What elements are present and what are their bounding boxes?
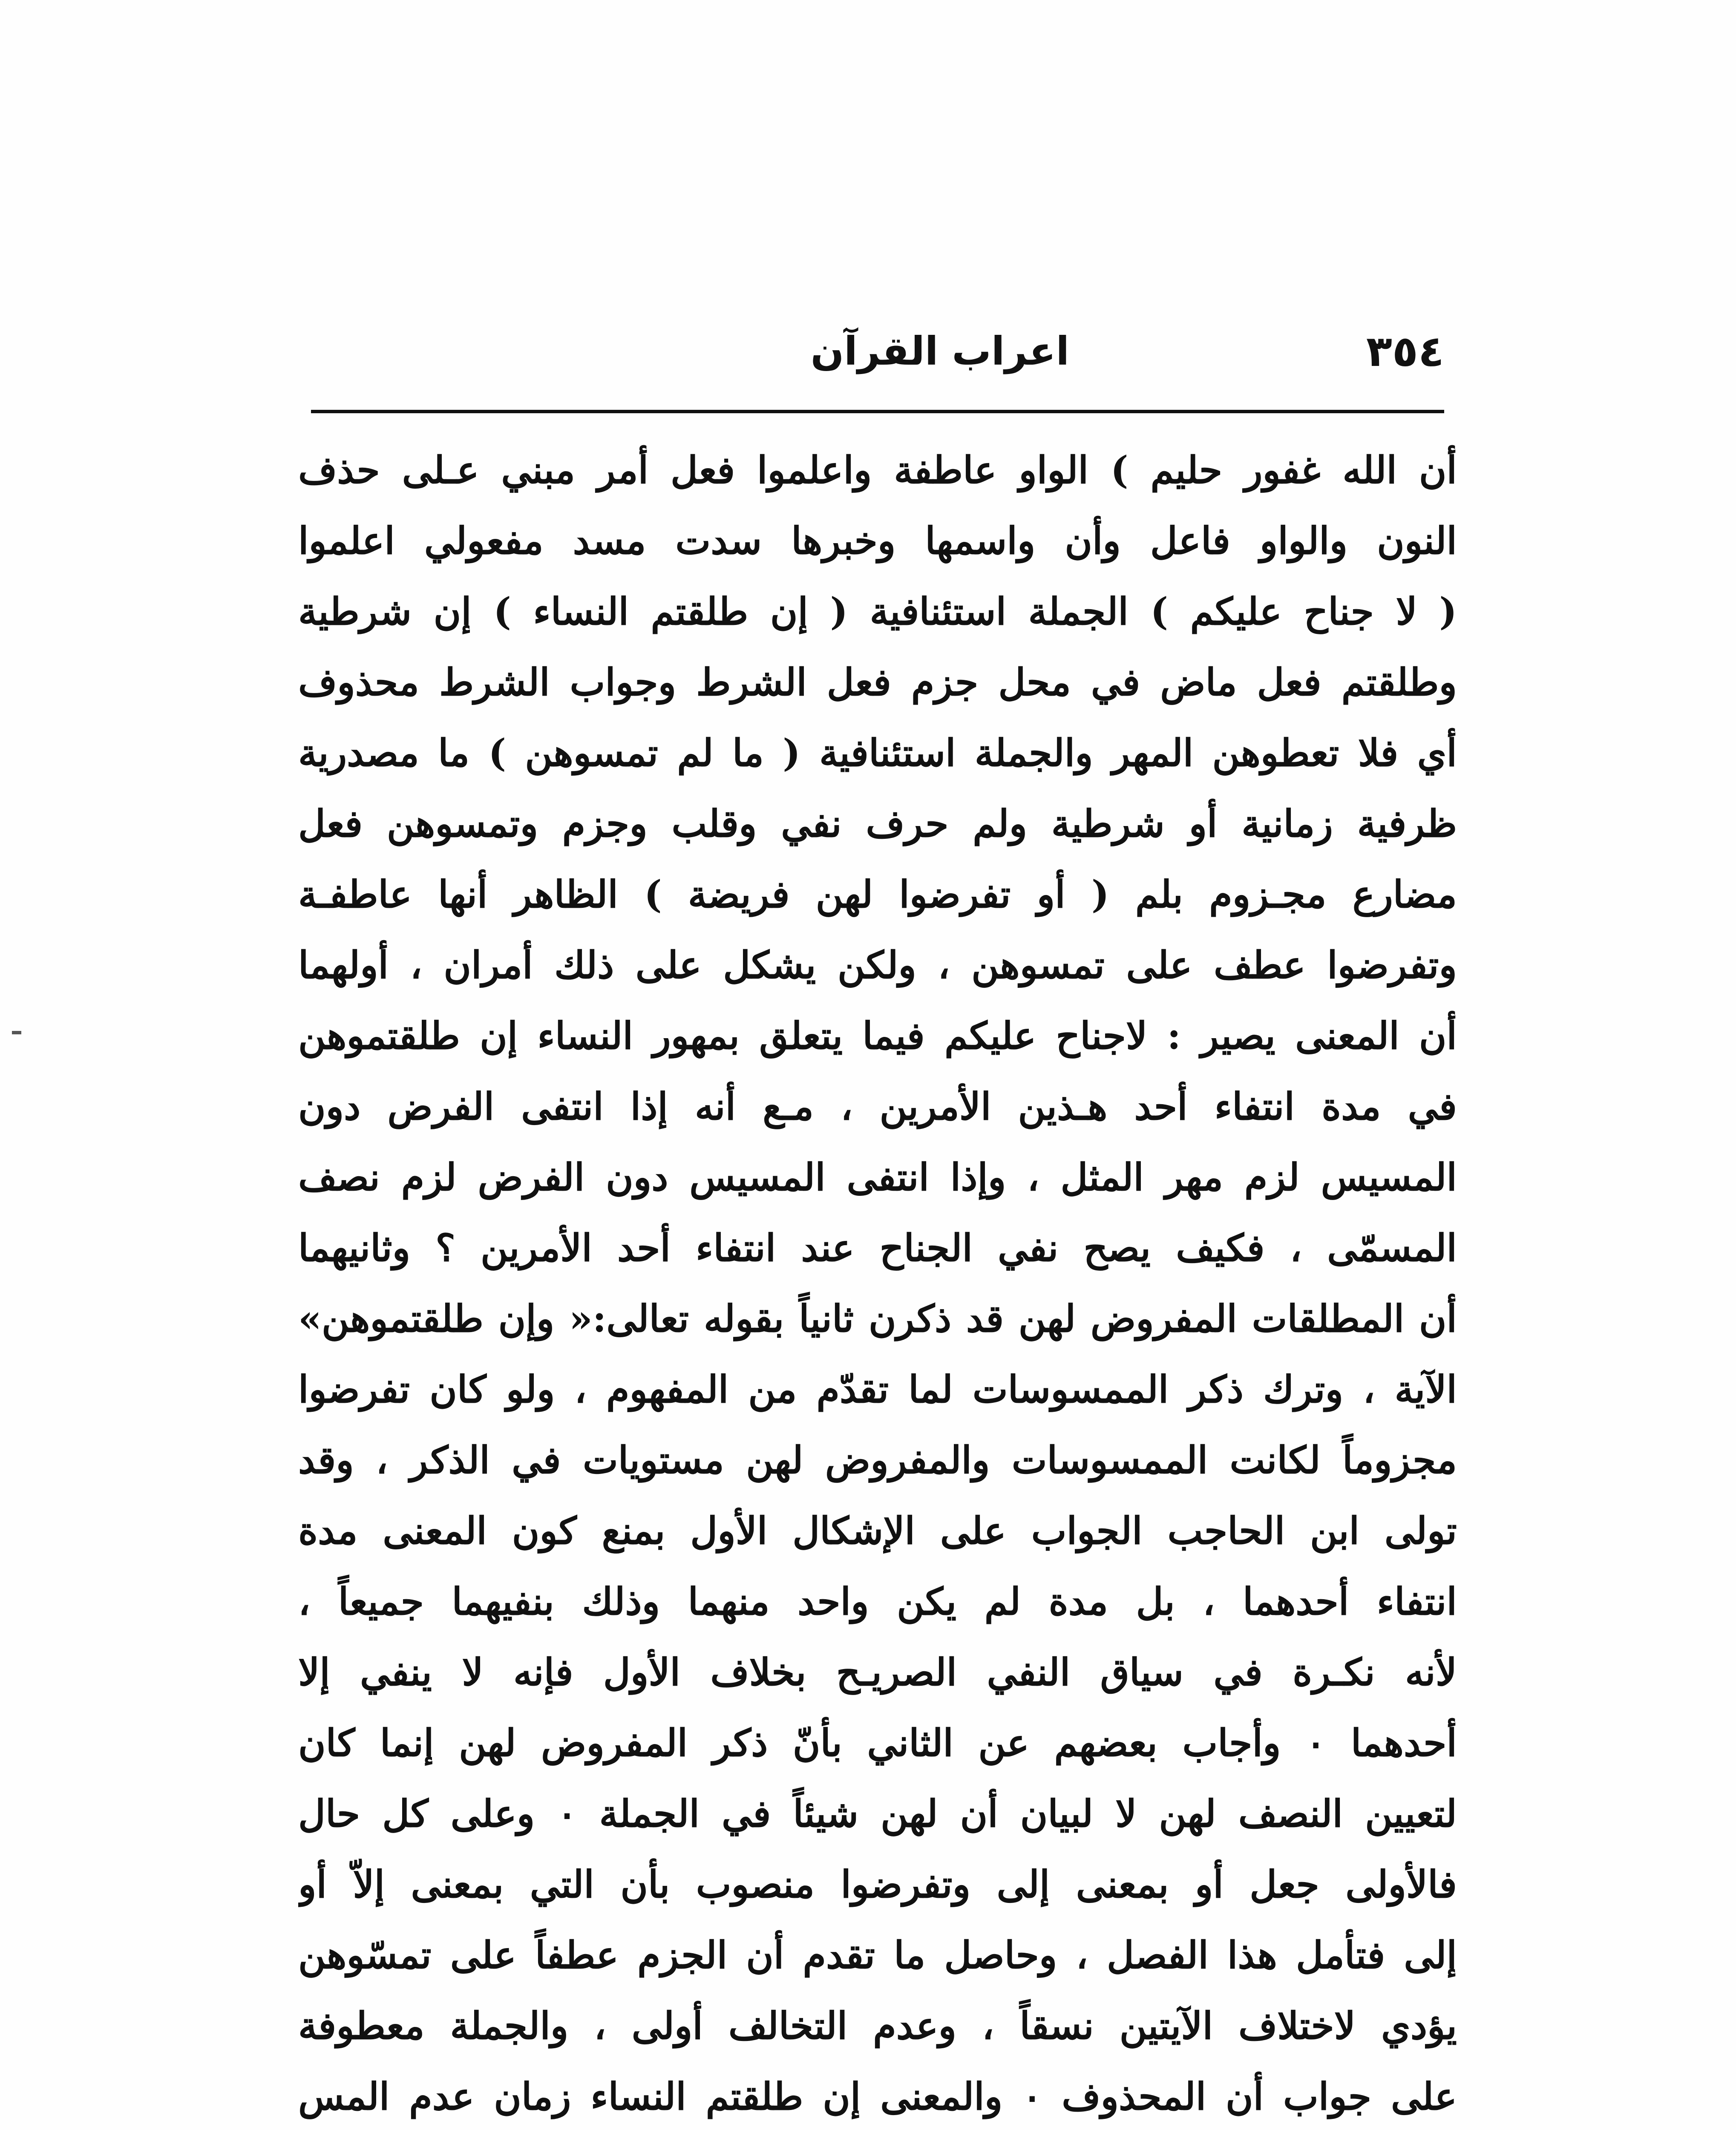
text-line: يؤدي لاختلاف الآيتين نسقاً ، وعدم التخالف أولى ، والجملة معطوفة bbox=[298, 2003, 1457, 2048]
text-line: المسيس لزم مهر المثل ، وإذا انتفى المسيس دون الفرض لزم نصف bbox=[298, 1155, 1457, 1199]
text-line: في مدة انتفاء أحد هـذين الأمرين ، مـع أنه إذا انتفى الفرض دون bbox=[298, 1084, 1457, 1128]
text-line: مضارع مجـزوم بلم ( أو تفرضوا لهن فريضة ) الظاهر أنها عاطفـة bbox=[298, 872, 1457, 916]
text-line: أن المطلقات المفروض لهن قد ذكرن ثانياً بقوله تعالى:« وإن طلقتموهن» bbox=[298, 1296, 1457, 1341]
text-line: لتعيين النصف لهن لا لبيان أن لهن شيئاً في الجملة ٠ وعلى كل حال bbox=[298, 1791, 1457, 1836]
text-line: الآية ، وترك ذكر الممسوسات لما تقدّم من المفهوم ، ولو كان تفرضوا bbox=[298, 1367, 1457, 1411]
text-line: إلى فتأمل هذا الفصل ، وحاصل ما تقدم أن الجزم عطفاً على تمسّوهن bbox=[298, 1933, 1457, 1977]
text-line: وتفرضوا عطف على تمسوهن ، ولكن يشكل على ذلك أمران ، أولهما bbox=[298, 943, 1457, 987]
header-rule bbox=[311, 410, 1444, 413]
text-line: وطلقتم فعل ماض في محل جزم فعل الشرط وجواب الشرط محذوف bbox=[298, 660, 1457, 704]
text-line: أن المعنى يصير : لاجناح عليكم فيما يتعلق بمهور النساء إن طلقتموهن bbox=[298, 1013, 1457, 1058]
text-line: لأنه نكـرة في سياق النفي الصريـح بخلاف الأول فإنه لا ينفي إلا bbox=[298, 1650, 1457, 1694]
text-line: أي فلا تعطوهن المهر والجملة استئنافية ( ما لم تمسوهن ) ما مصدرية bbox=[298, 731, 1457, 775]
text-line: فالأولى جعل أو بمعنى إلى وتفرضوا منصوب بأن التي بمعنى إلاّ أو bbox=[298, 1862, 1457, 1906]
text-line: أحدهما ٠ وأجاب بعضهم عن الثاني بأنّ ذكر المفروض لهن إنما كان bbox=[298, 1721, 1457, 1765]
text-line: ( لا جناح عليكم ) الجملة استئنافية ( إن طلقتم النساء ) إن شرطية bbox=[298, 589, 1457, 633]
text-line: أن الله غفور حليم ) الواو عاطفة واعلموا فعل أمر مبني عـلى حذف bbox=[298, 448, 1457, 492]
text-line: على جواب أن المحذوف ٠ والمعنى إن طلقتم النساء زمان عدم المس bbox=[298, 2074, 1457, 2118]
text-line: تولى ابن الحاجب الجواب على الإشكال الأول بمنع كون المعنى مدة bbox=[298, 1508, 1457, 1553]
body-text bbox=[298, 435, 1457, 2130]
running-title: اعراب القرآن bbox=[810, 328, 1069, 374]
margin-mark bbox=[12, 1031, 21, 1034]
text-line: انتفاء أحدهما ، بل مدة لم يكن واحد منهما وذلك بنفيهما جميعاً ، bbox=[298, 1579, 1457, 1623]
text-line: ظرفية زمانية أو شرطية ولم حرف نفي وقلب وجزم وتمسوهن فعل bbox=[298, 801, 1457, 846]
text-line: المسمّى ، فكيف يصح نفي الجناح عند انتفاء أحد الأمرين ؟ وثانيهما bbox=[298, 1226, 1457, 1270]
text-line: مجزوماً لكانت الممسوسات والمفروض لهن مستويات في الذكر ، وقد bbox=[298, 1438, 1457, 1482]
page-number: ٣٥٤ bbox=[1366, 326, 1444, 376]
page-header bbox=[311, 315, 1444, 388]
text-line: النون والواو فاعل وأن واسمها وخبرها سدت مسد مفعولي اعلموا bbox=[298, 518, 1457, 563]
